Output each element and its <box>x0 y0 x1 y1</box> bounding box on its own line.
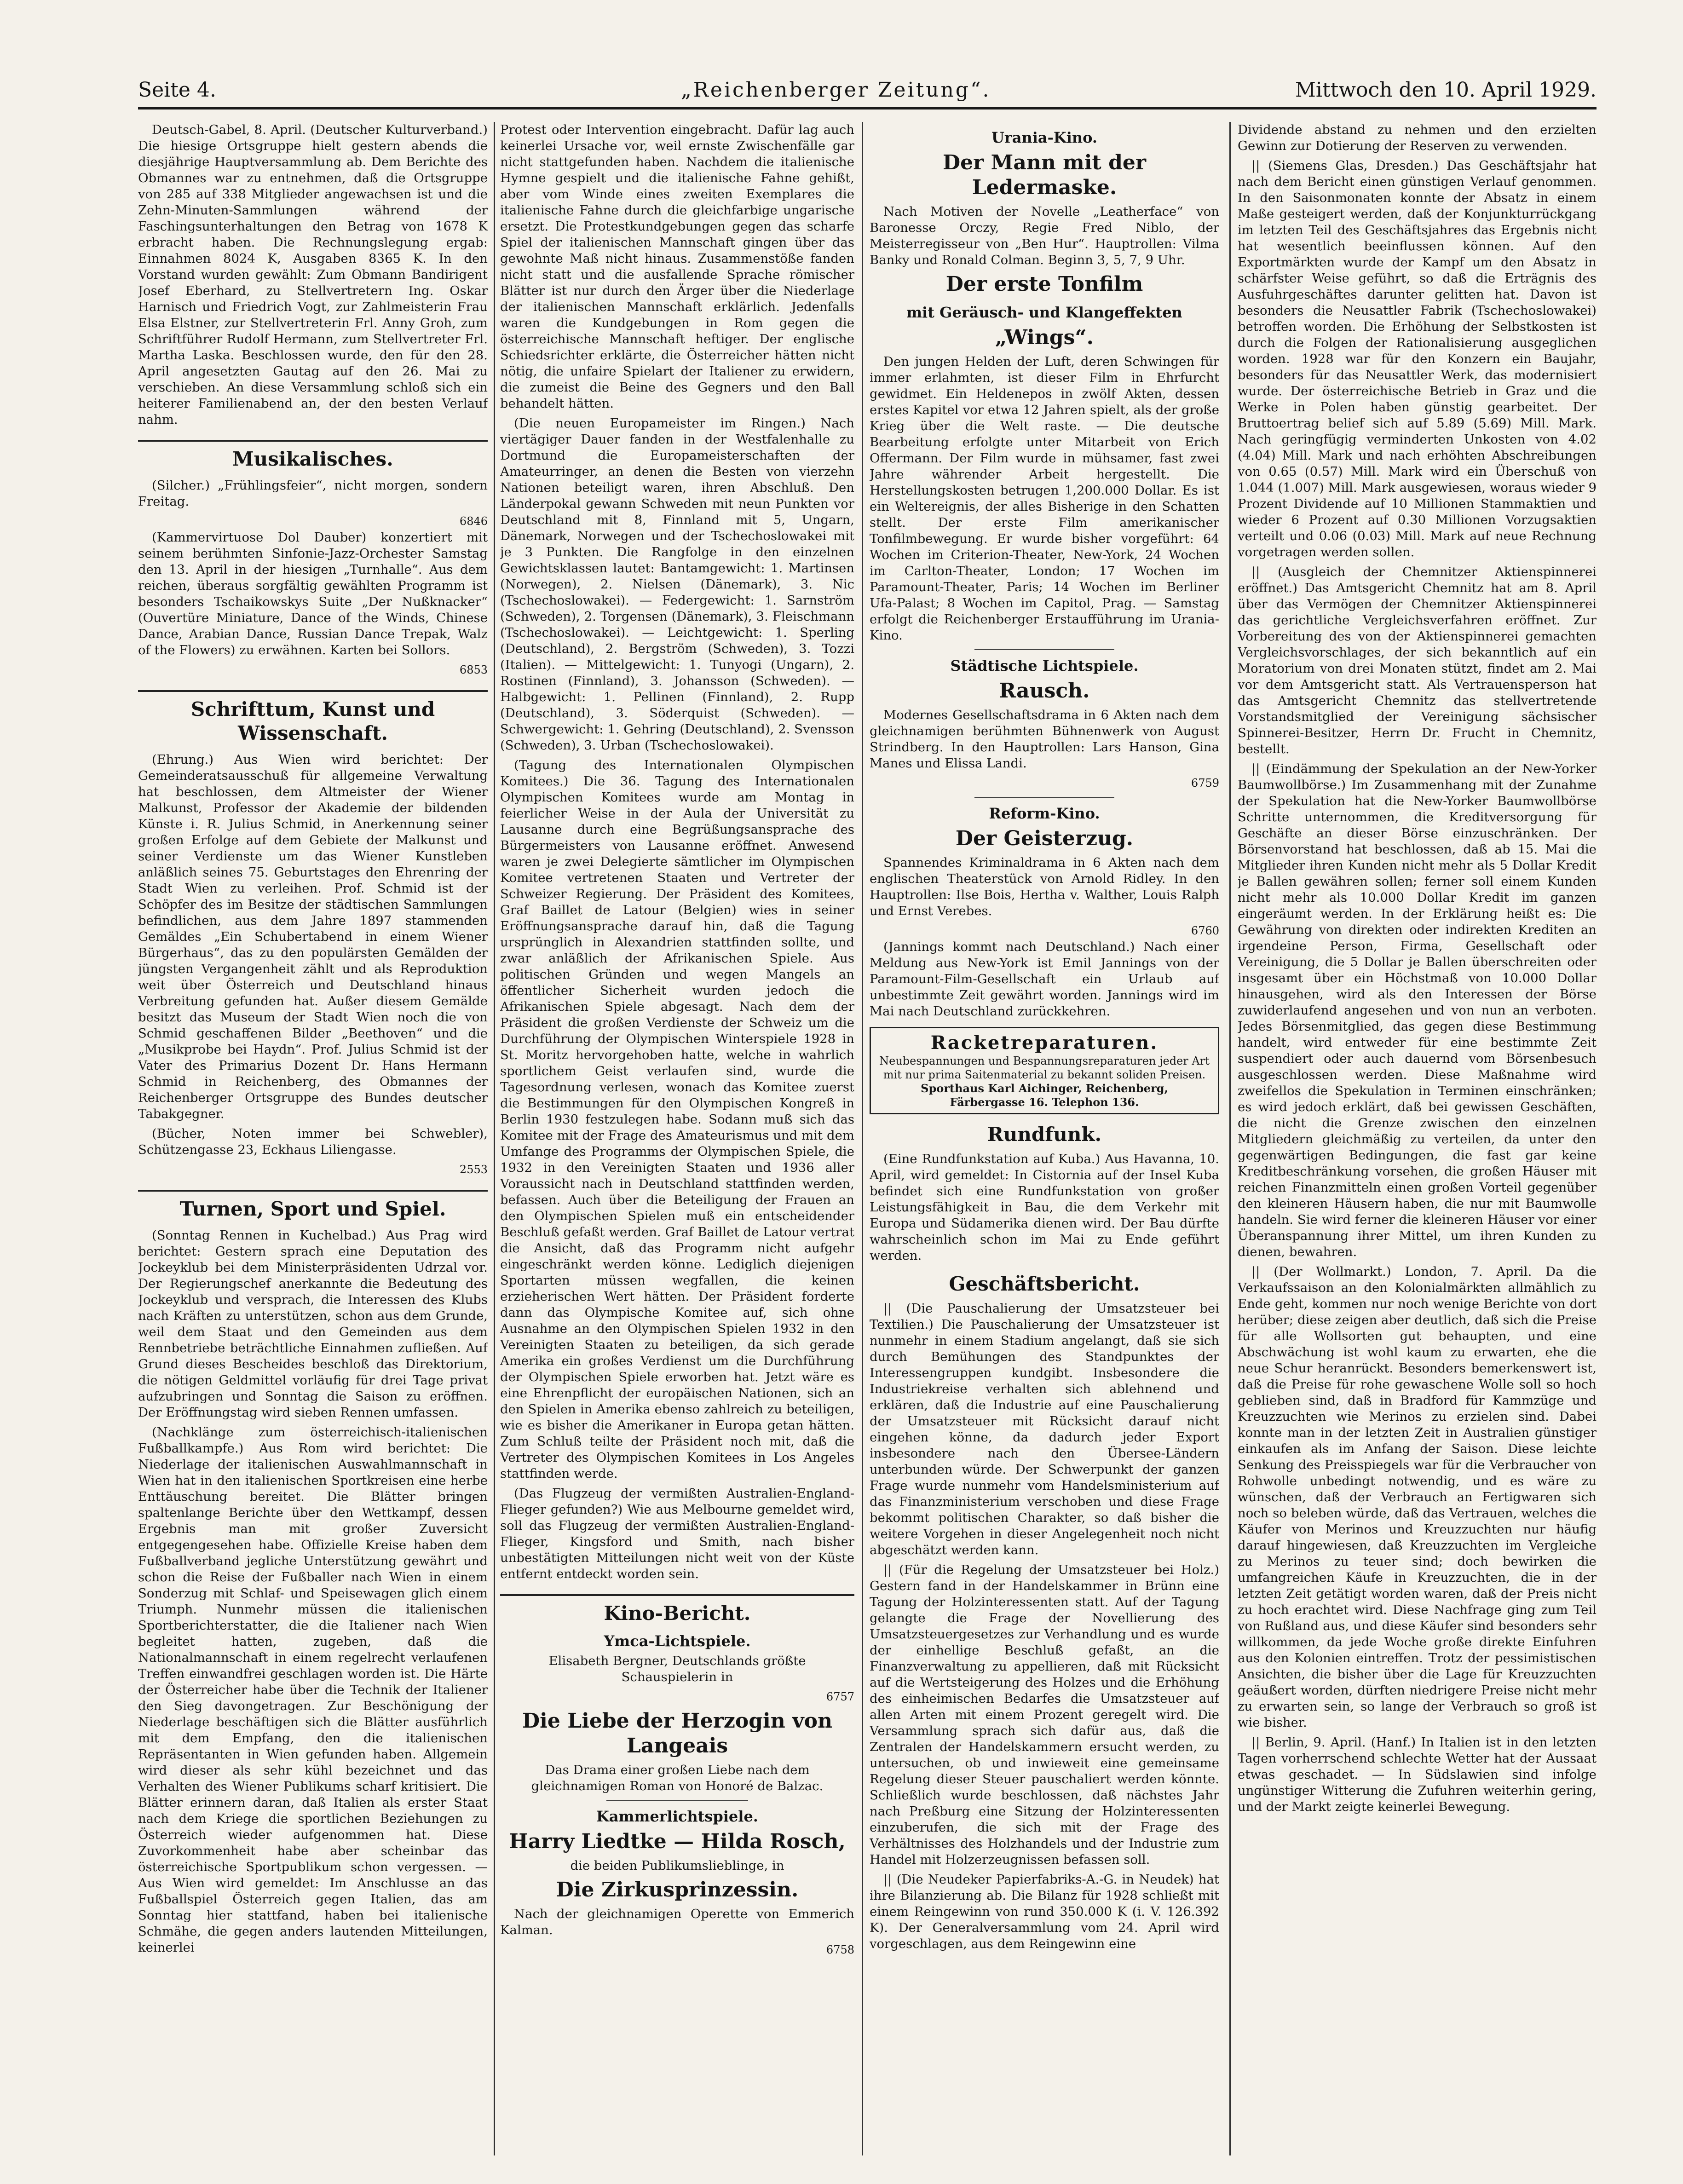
cinema-name: Ymca-Lichtspiele. <box>604 1632 751 1650</box>
film-title: Rausch. <box>999 679 1090 703</box>
article-schwebler: (Bücher, Noten immer bei Schwebler), Schützengasse 23, Eckhaus Liliengasse. <box>138 1126 488 1157</box>
separator <box>606 1800 748 1801</box>
film-title: Der Geisterzug. <box>955 827 1134 850</box>
article-neudek-cont: Dividende abstand zu nehmen und den erzielten Gewinn zur Dotierung der Reserven zu verwenden. <box>1238 122 1597 153</box>
page-number: Seite 4. <box>138 78 216 102</box>
notice-number: 6760 <box>1191 924 1219 937</box>
article-kuba: (Eine Rundfunkstation auf Kuba.) Aus Havanna, 10. April, wird gemeldet: In Cistornia auf der Insel Kuba befindet sich eine Rundfunkstation von großer Leistungsfähigkeit in Bau, die dem Verkehr mit Europa und Südamerika dienen wird. Der Bau dürfte wahrscheinlich schon im Mai zu Ende geführt werden. <box>870 1152 1219 1263</box>
page-header <box>138 78 1597 110</box>
film-title: Die Zirkusprinzessin. <box>556 1878 799 1902</box>
film-description: Spannendes Kriminaldrama in 6 Akten nach dem englischen Theaterstück von Arnold Ridley. In den Hauptrollen: Ilse Bois, Hertha v. Walther, Louis Ralph und Ernst Verebes. <box>870 855 1219 918</box>
article-wollmarkt: || (Der Wollmarkt.) London, 7. April. Da die Verkaufssaison an den Kolonialmärkten allmählich zu Ende geht, kommen nur noch wenige Berichte von dort herüber; diese zeigen aber deutlich, daß sich die Preise für alle Wollsorten gut behaupten, und eine Abschwächung ist wohl kaum zu erwarten, ehe die neue Schur heranrückt. Besonders bemerkenswert ist, daß die Preise für rohe gewaschene Wolle soll so hoch geblieben sind, daß in Bradford für Kammzüge und Kreuzzuchten wie Merinos zu erzielen sind. Dabei konnte man in der letzten Zeit in Australien günstiger einkaufen als im Anfang der Saison. Diese leichte Senkung des Preisspiegels war für die Verbraucher von Rohwolle unbedingt notwendig, und es wäre zu wünschen, daß der Verbrauch an Fertigwaren sich noch so beleben würde, daß das Vertrauen, welches die Käufer von Merinos und Kreuzzuchten nur häufig darauf hingewiesen, daß Kreuzzuchten im Vergleiche zu Merinos zu teuer sind; doch bewirken die umfangreichen Käufe in Kreuzzuchten, die in der letzten Zeit getätigt worden waren, daß der Preis nicht zu hoch erachtet wird. Diese Nachfrage ging zum Teil von Rußland aus, und diese Käufer sind besonders sehr willkommen, da jede Woche große direkte Einfuhren aus den Kolonien eintreffen. Trotz der pessimistischen Ansichten, die bisher über die Lage für Kreuzzuchten geäußert worden, dürften niedrigere Preise nicht mehr zu erwarten sein, so lange der Verbrauch so groß ist wie bisher. <box>1238 1264 1597 1730</box>
ad-address: Färbergasse 16. Telephon 136. <box>950 1095 1139 1109</box>
notice-number: 6846 <box>459 515 488 528</box>
article-ringen: (Die neuen Europameister im Ringen.) Nach viertägiger Dauer fanden in der Westfalenhalle zu Dortmund die Europameisterschaften der Amateurringer, an denen die Besten von vierzehn Nationen beteiligt waren, ihren Abschluß. Den Länderpokal gewann Schweden mit neun Punkten vor Deutschland mit 8, Finnland mit 5, Ungarn, Dänemark, Norwegen und der Tschechoslowakei mit je 3 Punkten. Die Rangfolge in den einzelnen Gewichtsklassen lautet: Bantamgewicht: 1. Martinsen (Norwegen), 2. Nielsen (Dänemark), 3. Nic (Tschechoslowakei). — Federgewicht: 1. Sarnström (Schweden), 2. Torgensen (Dänemark), 3. Fleischmann (Tschechoslowakei). — Leichtgewicht: 1. Sperling (Deutschland), 2. Bergström (Schweden), 3. Tozzi (Italien). — Mittelgewicht: 1. Tunyogi (Ungarn), 2. Rostinen (Finnland), 3. Johansson (Schweden). — Halbgewicht: 1. Pellinen (Finnland), 2. Rupp (Deutschland), 3. Söderquist (Schweden). — Schwergewicht: 1. Gehring (Deutschland), 2. Svensson (Schweden), 3. Urban (Tschechoslowakei). <box>500 416 854 753</box>
column-2 <box>500 122 854 2155</box>
article-umsatzsteuer-holz: || (Für die Regelung der Umsatzsteuer bei Holz.) Gestern fand in der Handelskammer in Brünn eine Tagung der Holzinteressenten statt. Auf der Tagung gelangte die Frage der Novellierung des Umsatzsteuergesetzes zur Verhandlung und es wurde der einhellige Beschluß gefaßt, an die Finanzverwaltung zu appellieren, daß mit Rücksicht auf die Wertsteigerung des Holzes und die Erhöhung des einheimischen Bedarfes die Umsatzsteuer auf allen Arten mit einem Prozent geregelt wird. Die Versammlung sprach sich dafür aus, daß die Zentralen der Handelskammern ersucht werden, zu untersuchen, ob und inwieweit eine gemeinsame Regelung dieser Steuer pauschaliert werden könnte. Schließlich wurde beschlossen, daß nächstes Jahr nach Preßburg eine Sitzung der Holzinteressenten einzuberufen, die sich mit der Frage des Verhältnisses des Holzhandels und der Industrie zum Handel mit Holzerzeugnissen befassen soll. <box>870 1562 1219 1867</box>
separator <box>974 797 1114 798</box>
notice-number: 6757 <box>826 1690 854 1703</box>
cinema-name: Urania-Kino. <box>991 129 1098 146</box>
article-silcher: (Silcher.) „Frühlingsfeier“, nicht morgen, sondern Freitag. <box>138 478 488 509</box>
article-kuchelbad: (Sonntag Rennen in Kuchelbad.) Aus Prag wird berichtet: Gestern sprach eine Deputation des Jockeyklub bei dem Ministerpräsidenten Udrzal vor. Der Regierungschef anerkannte die Bedeutung des Jockeyklub und versprach, die Interessen des Klubs nach Kräften zu unterstützen, schon aus dem Grunde, weil dem Staat und den Gemeinden aus dem Rennbetriebe beträchtliche Einnahmen zufließen. Auf Grund dieses Bescheides beschloß das Direktorium, die nötigen Geldmittel vorläufig für drei Tage privat aufzubringen und Sonntag die Saison zu eröffnen. Der Eröffnungstag wird sieben Rennen umfassen. <box>138 1228 488 1420</box>
film-intro: die beiden Publikumslieblinge, in <box>570 1858 784 1873</box>
issue-date: Mittwoch den 10. April 1929. <box>1295 78 1597 102</box>
notice-number: 6759 <box>1191 777 1219 789</box>
film-title: „Wings“. <box>995 326 1094 349</box>
section-heading-sport: Turnen, Sport und Spiel. <box>138 1190 488 1221</box>
article-siemens: || (Siemens Glas, Dresden.) Das Geschäftsjahr hat nach dem Bericht einen günstigen Verlauf genommen. In den Saisonmonaten konnte der Absatz in einem Maße gesteigert werden, daß der Konjunkturrückgang im letzten Teil des Geschäftsjahres das Ergebnis nicht hat wesentlich beeinflussen können. Auf den Exportmärkten wurde der Kampf um den Absatz in schärfster Weise geführt, so daß die Erträgnis des Ausfuhrgeschäftes darunter gelitten hat. Davon ist besonders die Neusattler Fabrik (Tschechoslowakei) betroffen worden. Die Erhöhung der Selbstkosten ist durch die Folgen der Rationalisierung ausgeglichen worden. 1928 war für den Konzern ein Baujahr, besonders für das Neusattler Werk, das modernisiert wurde. Der österreichische Betrieb in Graz und die Werke in Polen haben günstig gearbeitet. Der Bruttoertrag belief sich auf 5.89 (5.69) Mill. Mark. Nach geringfügig verminderten Unkosten von 4.02 (4.04) Mill. Mark und nach erhöhten Abschreibungen von 0.65 (0.57) Mill. Mark wird ein Überschuß von 1.044 (1.007) Mill. Mark ausgewiesen, woraus wieder 9 Prozent Dividende auf 10 Millionen Stammaktien und wieder 6 Prozent auf 0.30 Millionen Vorzugsaktien verteilt und 0.06 (0.03) Mill. Mark auf neue Rechnung vorgetragen werden sollen. <box>1238 158 1597 559</box>
cinema-name: Reform-Kino. <box>989 805 1100 822</box>
newspaper-title: „Reichenberger Zeitung“. <box>681 78 991 102</box>
section-heading-literature: Schrifttum, Kunst und Wissenschaft. <box>138 690 488 745</box>
article-chemnitz: || (Ausgleich der Chemnitzer Aktienspinnerei eröffnet.) Das Amtsgericht Chemnitz hat am 8. April über das Vermögen der Chemnitzer Aktienspinnerei das gerichtliche Vergleichsverfahren eröffnet. Zur Vorbereitung des von der Aktienspinnerei gemachten Vergleichsvorschlages, der sich bekanntlich auf ein Moratorium von drei Monaten stützt, findet am 2. Mai vor dem Amtsgericht statt. Als Vertrauensperson hat das Amtsgericht Chemnitz das stellvertretende Vorstandsmitglied der Vereinigung sächsischer Spinnerei-Besitzer, Herrn Dr. Frucht in Chemnitz, bestellt. <box>1238 565 1597 756</box>
article-neudek: || (Die Neudeker Papierfabriks-A.-G. in Neudek) hat ihre Bilanzierung ab. Die Bilanz für 1928 schließt mit einem Reingewinn von rund 350.000 K (i. V. 126.392 K). Der Generalversammlung vom 24. April wird vorgeschlagen, aus dem Reingewinn eine <box>870 1872 1219 1951</box>
article-olympic: (Tagung des Internationalen Olympischen Komitees.) Die 36. Tagung des Internationalen Olympischen Komitees wurde am Montag in feierlicher Weise in der Aula der Universität zu Lausanne durch eine Begrüßungsansprache des Bürgermeisters von Lausanne eröffnet. Anwesend waren je zwei Delegierte sämtlicher im Olympischen Komitee vertretenen Staaten und Vertreter der Schweizer Regierung. Der Präsident des Komitees, Graf Baillet de Latour (Belgien) wies in seiner Eröffnungsansprache darauf hin, daß die Tagung ursprünglich in Alexandrien stattfinden sollte, und zwar anläßlich der Afrikanischen Spiele. Aus politischen Gründen und wegen Mangels an öffentlicher Sicherheit wurden jedoch die Afrikanischen Spiele abgesagt. Nach dem der Präsident die großen Verdienste der Schweiz um die Durchführung der Olympischen Winterspiele 1928 in St. Moritz hervorgehoben hatte, welche in wahrlich sportlichem Geist verlaufen sind, wurde die Tagesordnung verlesen, wonach das Komitee zuerst die Bestimmungen für den Olympischen Kongreß in Berlin 1930 festzulegen habe. Sodann muß sich das Komitee mit der Frage des Amateurismus und mit dem Umfange des Programms der Olympischen Spiele, die 1932 in den Vereinigten Staaten und 1936 aller Voraussicht nach in Deutschland stattfinden werden, befassen. Auch über die Beteiligung der Frauen an den Olympischen Spielen muß ein entscheidender Beschluß gefaßt werden. Graf Baillet de Latour vertrat die Ansicht, daß das Programm nicht aufgehr eingeschränkt werden könne. Lediglich diejenigen Sportarten müssen wegfallen, die keinen erzieherischen Wert hätten. Der Präsident forderte dann das Olympische Komitee auf, sich ohne Ausnahme an den Olympischen Spielen 1932 in den Vereinigten Staaten zu beteiligen, da sich gerade Amerika ein großes Verdienst um die Durchführung der Olympischen Spiele erworben hat. Jetzt wäre es eine Ehrenpflicht der europäischen Nationen, sich an den Spielen in Amerika ebenso zahlreich zu beteiligen, wie es bisher die Amerikaner in Europa getan hätten. Zum Schluß teilte der Präsident noch mit, daß die Vertreter des Olympischen Komitees in Los Angeles stattfinden werde. <box>500 758 854 1481</box>
film-title: Die Liebe der Herzogin von Langeais <box>522 1709 832 1758</box>
film-description: Den jungen Helden der Luft, deren Schwingen für immer erlahmten, ist dieser Film in Ehrfurcht gewidmet. Ein Heldenepos in zwölf Akten, dessen erstes Kapitel vor etwa 12 Jahren spielt, als der große Krieg über die Welt raste. — Die deutsche Bearbeitung erfolgte unter Mitarbeit von Erich Offermann. Der Film wurde in mühsamer, fast zwei Jahre währender Arbeit hergestellt. Die Herstellungskosten betrugen 1,200.000 Dollar. Es ist ein Weltereignis, der alles Bisherige in den Schatten stellt. Der erste Film amerikanischer Tonfilmbewegung. Er wurde bisher vorgeführt: 64 Wochen im Criterion-Theater, New-York, 24 Wochen im Carlton-Theater, London; 17 Wochen im Paramount-Theater, Paris; 14 Wochen im Berliner Ufa-Palast; 8 Wochen im Capitol, Prag. — Samstag erfolgt die Reichenberger Erstaufführung im Urania-Kino. <box>870 354 1219 643</box>
column-4 <box>1238 122 1597 2155</box>
article-umsatzsteuer-textil: || (Die Pauschalierung der Umsatzsteuer bei Textilien.) Die Pauschalierung der Umsatzsteuer ist nunmehr in einem Stadium angelangt, daß sie sich durch Bemühungen des Standpunktes der Interessengruppen kundgibt. Insbesondere die Industriekreise verhalten sich ablehnend und erklären, daß die Industrie auf eine Pauschalierung der Umsatzsteuer mit Rücksicht darauf nicht eingehen könne, da dadurch jeder Export insbesondere nach den Übersee-Ländern unterbunden würde. Der Schwerpunkt der ganzen Frage wurde nunmehr vom Handelsministerium auf das Finanzministerium verschoben und diese Frage bekommt politischen Charakter, so daß bisher die weitere Vorgehen in dieser Angelegenheit noch nicht abgeschätzt werden kann. <box>870 1301 1219 1557</box>
article-ehrung: (Ehrung.) Aus Wien wird berichtet: Der Gemeinderatsausschuß für allgemeine Verwaltung hat beschlossen, dem Altmeister der Wiener Malkunst, Professor der Akademie der bildenden Künste i. R. Julius Schmid, in Anerkennung seiner großen Erfolge auf dem Gebiete der Malkunst und seiner Verdienste um das Wiener Kunstleben anläßlich seines 75. Geburtstages den Ehrenring der Stadt Wien zu verleihen. Prof. Schmid ist der Schöpfer des im Besitze der städtischen Sammlungen befindlichen, aus dem Jahre 1897 stammenden Gemäldes „Ein Schubertabend in einem Wiener Bürgerhaus“, das zu den populärsten Gemälden der jüngsten Vergangenheit zählt und als Reproduktion weit über Österreich und Deutschland hinaus Verbreitung gefunden hat. Außer diesem Gemälde besitzt das Museum der Stadt Wien noch die von Schmid geschaffenen Bilder „Beethoven“ und die „Musikprobe bei Haydn“. Prof. Julius Schmid ist der Vater des Primarius Dozent Dr. Hans Hermann Schmid in Reichenberg, des Obmannes der Reichenberger Ortsgruppe des Bundes deutscher Tabakgegner. <box>138 752 488 1121</box>
column-3 <box>870 122 1219 2155</box>
article-hanf: || Berlin, 9. April. (Hanf.) In Italien ist in den letzten Tagen vorherrschend schlechte Wetter hat der Aussaat etwas geschadet. — In Südslawien sind infolge ungünstiger Witterung die Zufuhren weiterhin gering, und der Markt zeigte keinerlei Bewegung. <box>1238 1735 1597 1814</box>
column-divider <box>862 122 863 2155</box>
film-description: Nach Motiven der Novelle „Leatherface“ von Baronesse Orczy, Regie Fred Niblo, der Meisterregisseur von „Ben Hur“. Hauptrollen: Vilma Banky und Ronald Colman. Beginn 3, 5, 7, 9 Uhr. <box>870 204 1219 267</box>
ad-body: Neubespannungen und Bespannungsreparaturen jeder Art mit nur prima Saitenmaterial zu bekannt soliden Preisen. <box>879 1055 1210 1081</box>
section-heading-radio: Rundfunk. <box>987 1123 1102 1146</box>
film-cast: Harry Liedtke — Hilda Rosch, <box>509 1830 846 1853</box>
section-heading-business: Geschäftsbericht. <box>949 1273 1140 1295</box>
film-description: Modernes Gesellschaftsdrama in 6 Akten nach dem gleichnamigen berühmten Bühnenwerk von August Strindberg. In den Hauptrollen: Lars Hanson, Gina Manes und Elissa Landi. <box>870 708 1219 771</box>
article-fussball-cont: Protest oder Intervention eingebracht. Dafür lag auch keinerlei Ursache vor, weil ernste Zwischenfälle gar nicht stattgefunden haben. Nachdem die italienische Hymne gespielt und die italienische Fahne gehißt, aber vom Winde eines zweiten Exemplares die italienische Fahne durch die gleichfarbige ungarische ersetzt. Die Protestkundgebungen gegen das scharfe Spiel der italienischen Mannschaft gingen über das gewohnte Maß nicht hinaus. Zusammenstöße fanden nicht statt und die ausfallende Sprache römischer Blätter ist nur durch den Ärger über die Niederlage der italienischen Mannschaft erklärlich. Jedenfalls waren die Kundgebungen in Rom gegen die österreichische Mannschaft heftiger. Der englische Schiedsrichter erklärte, die Österreicher hätten nicht nötig, die unfaire Spielart der Italiener zu erwidern, die zumeist die Beine des Gegners und den Ball behandelt hätten. <box>500 122 854 411</box>
notice-number: 2553 <box>459 1163 488 1176</box>
notice-number: 6758 <box>826 1943 854 1956</box>
article-dauber: (Kammervirtuose Dol Dauber) konzertiert mit seinem berühmten Sinfonie-Jazz-Orchester Samstag den 13. April in der hiesigen „Turnhalle“. Aus dem reichen, überaus sorgfältig gewählten Programm ist besonders Tschaikowskys Suite „Der Nußknacker“ (Ouvertüre Miniature, Dance of the Winds, Chinese Dance, Arabian Dance, Russian Dance Trepak, Walz of the Flowers) zu erwähnen. Karten bei Sollors. <box>138 530 488 657</box>
header-rule <box>138 107 1597 109</box>
film-title: Der erste Tonfilm <box>945 272 1143 296</box>
film-intro: Elisabeth Bergner, Deutschlands größte Schauspielerin in <box>548 1654 806 1684</box>
film-description: Das Drama einer großen Liebe nach dem gleichnamigen Roman von Honoré de Balzac. <box>531 1763 824 1793</box>
cinema-name: Städtische Lichtspiele. <box>950 657 1139 674</box>
ad-firm: Sporthaus Karl Aichinger, Reichenberg, <box>921 1082 1168 1095</box>
film-subtitle: mit Geräusch- und Klangeffekten <box>906 304 1182 321</box>
advertisement-racket <box>870 1027 1219 1114</box>
column-divider <box>1229 122 1231 2155</box>
film-description: Nach der gleichnamigen Operette von Emmerich Kalman. <box>500 1907 854 1937</box>
column-divider <box>494 122 495 2155</box>
article-fussball: (Nachklänge zum österreichisch-italienischen Fußballkampfe.) Aus Rom wird berichtet: Die Niederlage der italienischen Auswahlmannschaft in Wien hat in den italienischen Sportkreisen eine herbe Enttäuschung bereitet. Die Blätter bringen spaltenlange Berichte über den Wettkampf, dessen Ergebnis man mit großer Zuversicht entgegengesehen habe. Offizielle Kreise haben dem Fußballverband jegliche Unterstützung gewährt und schon die Reise der Fußballer nach Wien in einem Sonderzug mit Schlaf- und Speisewagen glich einem Triumph. Nunmehr müssen die italienischen Sportberichterstatter, die die Italiener nach Wien begleitet hatten, zugeben, daß die Nationalmannschaft in einem regelrecht verlaufenen Treffen einwandfrei geschlagen worden ist. Die Härte der Österreicher habe über die Technik der Italiener den Sieg davongetragen. Zur Beschönigung der Niederlage beschäftigen sich die Blätter ausführlich mit dem Empfang, den die italienischen Repräsentanten in Wien gefunden haben. Allgemein wird dieser als sehr kühl bezeichnet und das Verhalten des Wiener Publikums scharf kritisiert. Die Blätter erinnern daran, daß Italien als erster Staat nach dem Kriege die sportlichen Beziehungen zu Österreich wieder aufgenommen hat. Diese Zuvorkommenheit habe aber scheinbar das österreichische Sportpublikum schon vergessen. — Aus Wien wird gemeldet: Im Anschlusse an das Fußballspiel Österreich gegen Italien, das am Sonntag hier stattfand, haben bei italienische Schmähe, die gegen anders lautenden Mitteilungen, keinerlei <box>138 1425 488 1955</box>
article-kulturverband: Deutsch-Gabel, 8. April. (Deutscher Kulturverband.) Die hiesige Ortsgruppe hielt gestern abends die diesjährige Hauptversammlung ab. Dem Berichte des Obmannes war zu entnehmen, daß die Ortsgruppe von 285 auf 338 Mitglieder angewachsen ist und die Zehn-Minuten-Sammlungen während der Faschingsunterhaltungen den Betrag von 1678 K erbracht haben. Die Rechnungslegung ergab: Einnahmen 8024 K, Ausgaben 8365 K. In den Vorstand wurden gewählt: Zum Obmann Bandirigent Josef Eberhard, zu Stellvertretern Ing. Oskar Harnisch und Friedrich Vogt, zur Zahlmeisterin Frau Elsa Elstner, zur Stellvertreterin Frl. Anny Groh, zum Schriftführer Rudolf Hermann, zum Stellvertreter Frl. Martha Laska. Beschlossen wurde, den für den 28. April angesetzten Gautag auf den 26. Mai zu verschieben. An diese Versammlung schloß sich ein heiterer Familienabend an, der den besten Verlauf nahm. <box>138 122 488 427</box>
article-baumwolle: || (Eindämmung der Spekulation an der New-Yorker Baumwollbörse.) Im Zusammenhang mit der Zunahme der Spekulation hat die New-Yorker Baumwollbörse Schritte unternommen, die Kreditversorgung für Geschäfte an dieser Börse einzuschränken. Der Börsenvorstand hat beschlossen, daß ab 15. Mai die Mitglieder ihren Kunden nicht mehr als 5 Dollar Kredit je Ballen gewähren sollen; ferner soll einem Kunden nicht mehr als 10.000 Dollar Kredit im ganzen eingeräumt werden. In der Erklärung heißt es: Die Gewährung von direkten oder indirekten Krediten an irgendeine Person, Firma, Gesellschaft oder Vereinigung, die 5 Dollar je Ballen überschreiten oder insgesamt über ein Höchstmaß von 10.000 Dollar hinausgehen, wird als den Interessen der Börse zuwiderlaufend angesehen und von nun an verboten. Jedes Börsenmitglied, das gegen diese Bestimmung handelt, wird entweder für eine bestimmte Zeit suspendiert oder auch dauernd vom Börsenbesuch ausgeschlossen werden. Diese Maßnahme wird zweifellos die Spekulation in Terminen einschränken; es wird jedoch erklärt, daß bei gewissen Geschäften, die nicht die Grenze zwischen den einzelnen Mitgliedern gleichmäßig zu verteilen, da unter den gegenwärtigen Bedingungen, die fast gar keine Kreditbeschränkung vorsehen, die großen Häuser mit reichen Finanzmitteln einen großen Vorteil gegenüber den kleineren Häusern haben, die nur mit Baumwolle handeln. Sie wird ferner die kleineren Häuser vor einer Überanspannung ihrer Mittel, um ihren Kunden zu dienen, bewahren. <box>1238 761 1597 1259</box>
column-1 <box>138 122 488 2155</box>
section-heading-music: Musikalisches. <box>138 440 488 471</box>
cinema-name: Kammerlichtspiele. <box>596 1808 758 1825</box>
article-flugzeug: (Das Flugzeug der vermißten Australien-England-Flieger gefunden?) Wie aus Melbourne gemeldet wird, soll das Flugzeug der vermißten Australien-England-Flieger, Kingsford und Smith, nach bisher unbestätigten Mitteilungen nicht weit von der Küste entfernt entdeckt worden sein. <box>500 1486 854 1581</box>
separator <box>974 649 1114 650</box>
film-title: Der Mann mit der Ledermaske. <box>942 151 1147 199</box>
article-jannings: (Jannings kommt nach Deutschland.) Nach einer Meldung aus New-York ist Emil Jannings von der Paramount-Film-Gesellschaft ein Urlaub auf unbestimmte Zeit gewährt worden. Jannings wird im Mai nach Deutschland zurückkehren. <box>870 939 1219 1019</box>
notice-number: 6853 <box>459 663 488 676</box>
section-heading-kino: Kino-Bericht. <box>500 1594 854 1625</box>
ad-title: Racketreparaturen. <box>930 1032 1159 1054</box>
